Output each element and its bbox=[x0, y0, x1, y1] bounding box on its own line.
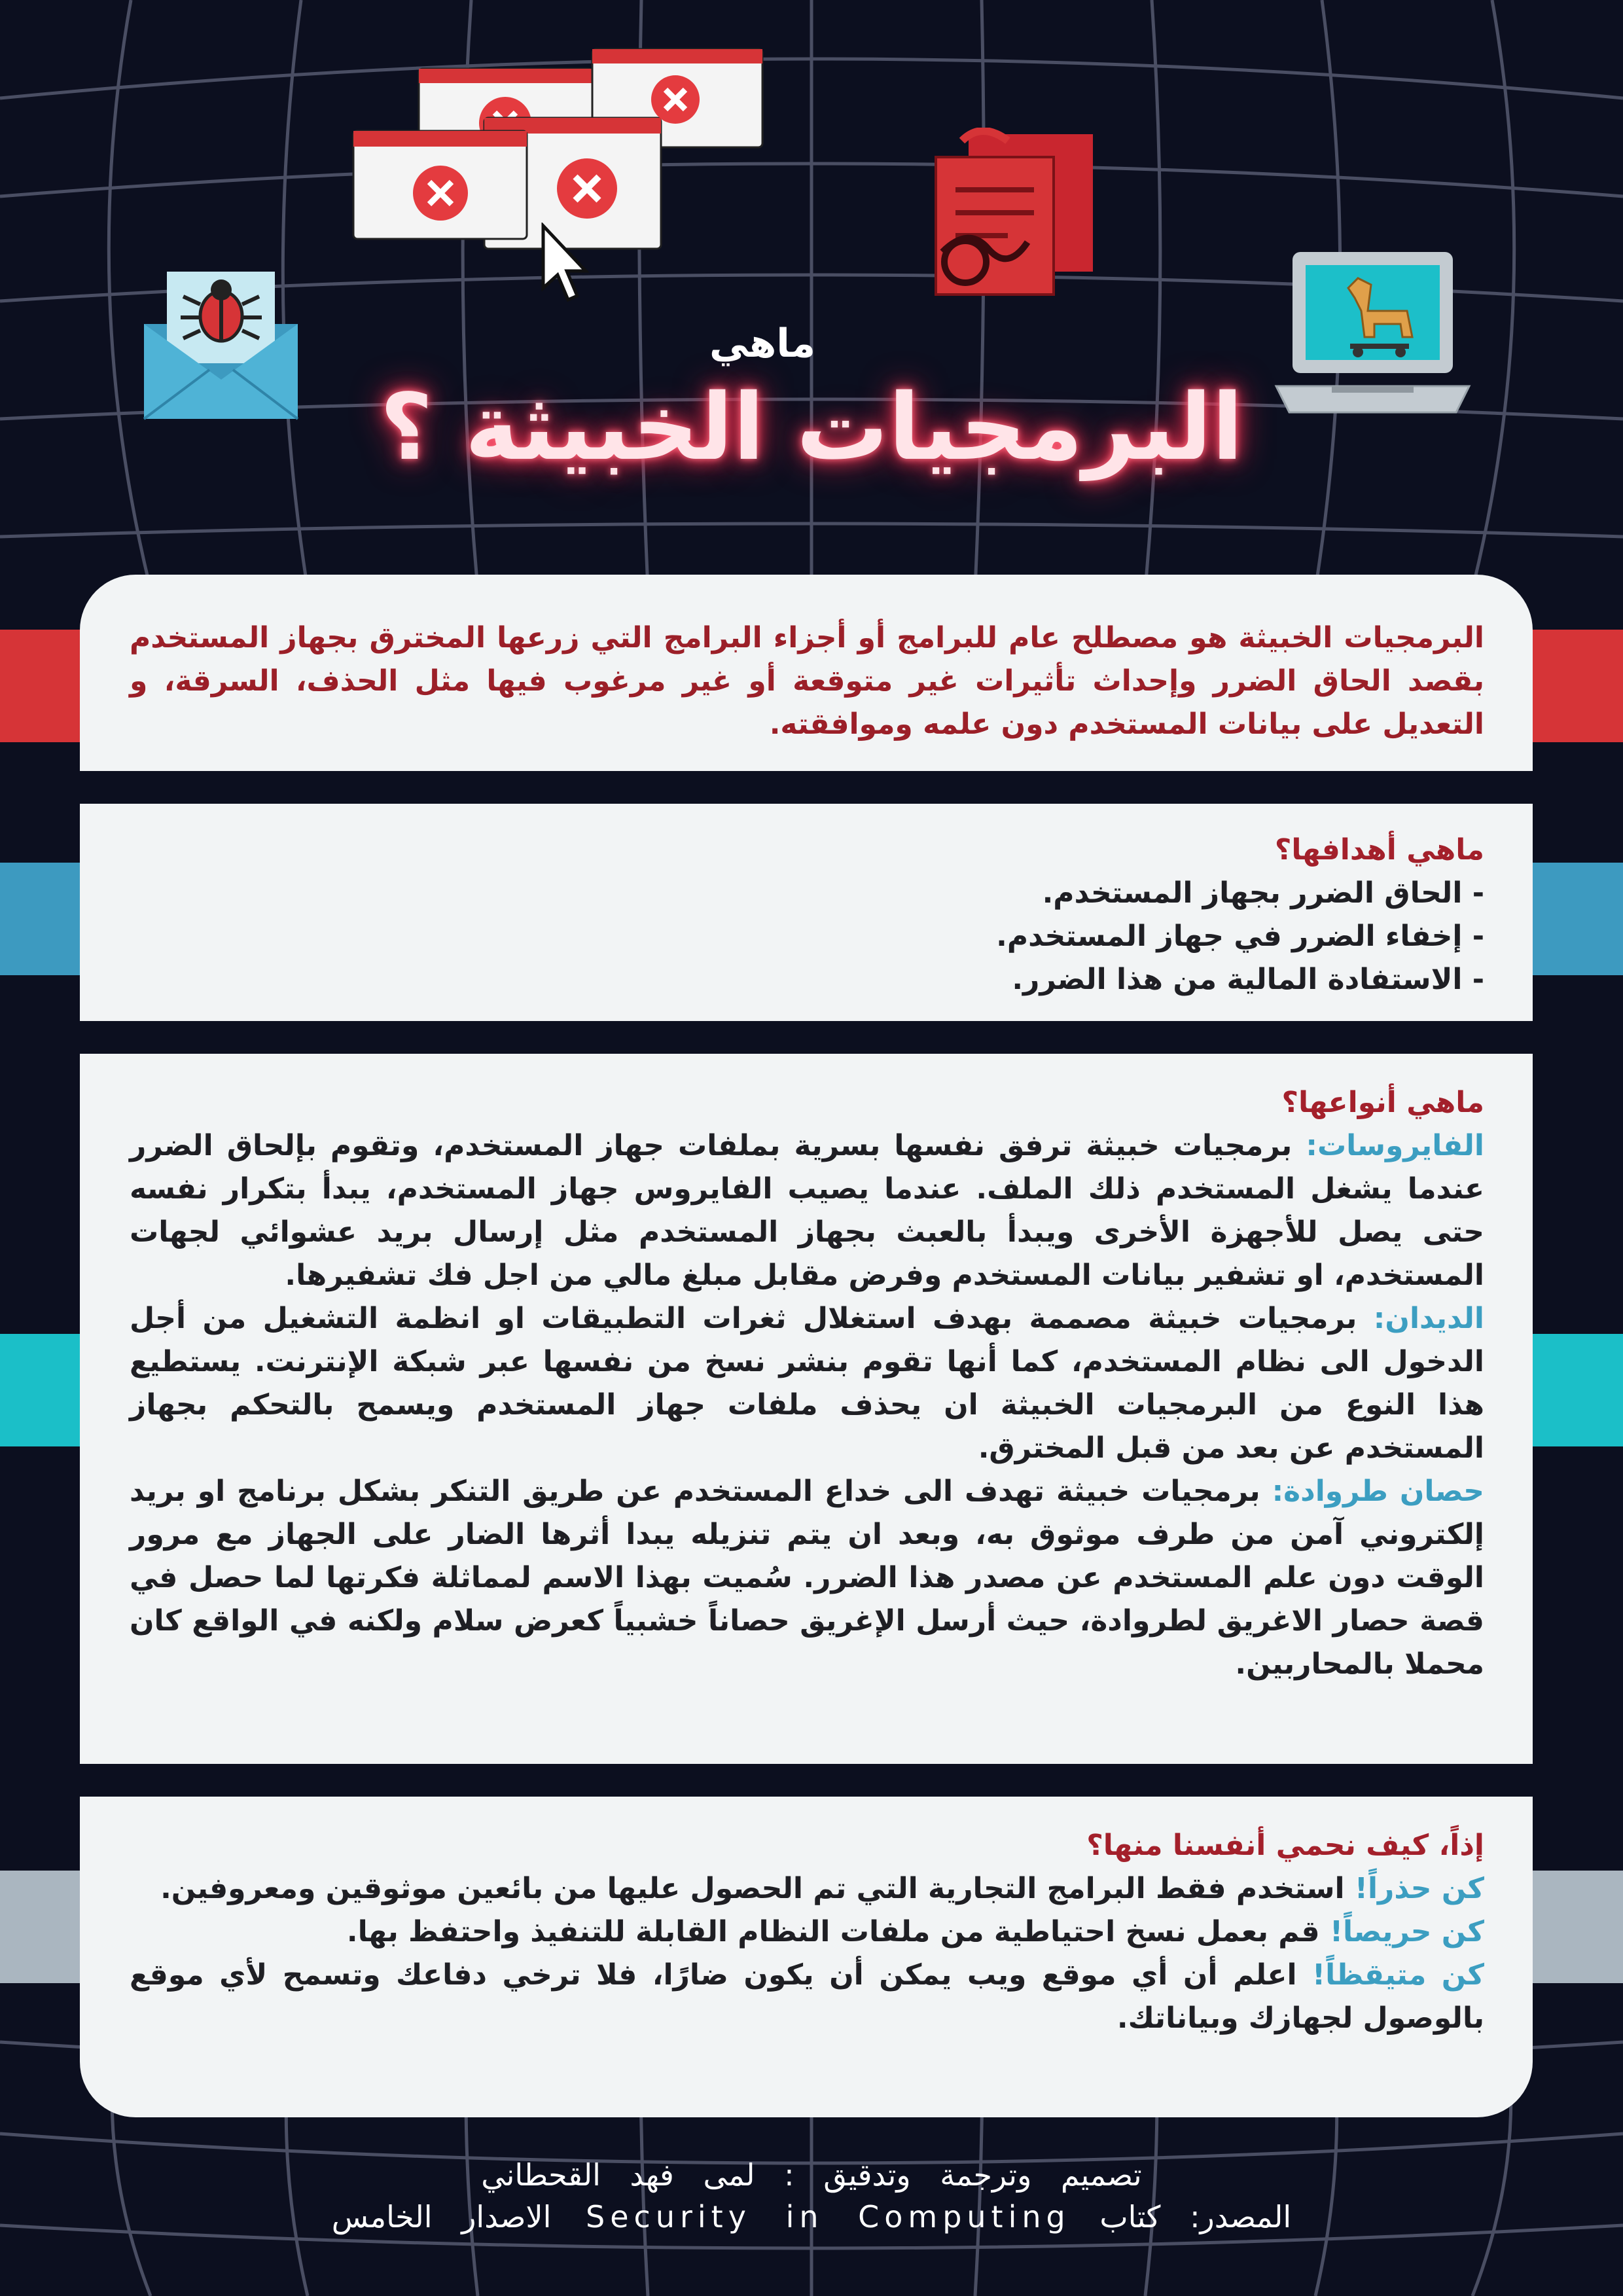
protect-heading: إذاً، كيف نحمي أنفسنا منها؟ bbox=[1086, 1829, 1484, 1862]
goal-item: - إخفاء الضرر في جهاز المستخدم. bbox=[996, 920, 1484, 953]
trojan-paragraph bbox=[130, 1470, 1484, 1686]
trojan-term: حصان طروادة: bbox=[1272, 1475, 1484, 1508]
malware-document-icon bbox=[923, 128, 1099, 301]
page-title: البرمجيات الخبيثة ؟ bbox=[380, 374, 1243, 481]
worms-term: الديدان: bbox=[1373, 1302, 1484, 1335]
goals-card bbox=[80, 804, 1533, 1021]
footer-credit: تصميم وترجمة وتدقيق : لمى فهد القحطاني bbox=[481, 2157, 1142, 2193]
goals-heading: ماهي أهدافها؟ bbox=[1274, 833, 1484, 867]
trojan-horse-laptop-icon bbox=[1273, 249, 1472, 416]
virus-term: الفايروسات: bbox=[1306, 1129, 1484, 1162]
goal-item: - الاستفادة المالية من هذا الضرر. bbox=[1012, 963, 1484, 996]
protect-term: كن حذراً! bbox=[1354, 1872, 1484, 1905]
protect-text: قم بعمل نسخ احتياطية من ملفات النظام القابلة للتنفيذ واحتفظ بها. bbox=[346, 1915, 1330, 1948]
mouse-cursor-icon bbox=[537, 223, 589, 308]
virus-text: برمجيات خبيثة ترفق نفسها بسرية بملفات جهاز المستخدم، وتقوم بإلحاق الضرر عندما يشغل المستخدم ذلك الملف. عندما يصيب الفايروس جهاز المستخدم، يبدأ بتكرار نفسه حتى يصل للأجهزة الأخرى ويبدأ بالعبث بجهاز المستخدم مثل إرسال بريد عشوائي لجهات المستخدم، او تشفير بيانات المستخدم وفرض مقابل مبلغ مالي من اجل فك تشفيرها. bbox=[130, 1129, 1484, 1292]
protect-item bbox=[130, 1910, 1484, 1954]
intro-text: البرمجيات الخبيثة هو مصطلح عام للبرامج أو أجزاء البرامج التي زرعها المخترق بجهاز المستخدم بقصد الحاق الضرر وإحداث تأثيرات غير متوقعة أو غير مرغوب فيها مثل الحذف، السرقة، و التعديل على بيانات المستخدم دون علمه وموافقته. bbox=[130, 621, 1484, 741]
worms-text: برمجيات خبيثة مصممة بهدف استغلال ثغرات التطبيقات او انظمة التشغيل من أجل الدخول الى نظام المستخدم، كما أنها تقوم بنشر نسخ من نفسها عبر شبكة الإنترنت. يستطيع هذا النوع من البرمجيات الخبيثة ان يحذف ملفات جهاز المستخدم ويسمح بالتحكم بجهاز المستخدم عن بعد من قبل المخترق. bbox=[130, 1302, 1484, 1465]
bug-envelope-icon bbox=[137, 265, 304, 422]
protect-term: كن حريصاً! bbox=[1329, 1915, 1484, 1948]
virus-paragraph bbox=[130, 1124, 1484, 1297]
protect-term: كن متيقظاً! bbox=[1312, 1958, 1484, 1992]
protect-item bbox=[130, 1867, 1484, 1910]
footer-source: المصدر: كتاب Security in Computing الاصدار الخامس bbox=[331, 2199, 1292, 2234]
trojan-text: برمجيات خبيثة تهدف الى خداع المستخدم عن طريق التنكر بشكل برنامج او بريد إلكتروني آمن من طرف موثوق به، وبعد ان يتم تنزيله يبدا أثرها الضار على الجهاز مع مرور الوقت دون علم المستخدم عن مصدر هذا الضرر. سُميت بهذا الاسم لمماثلة فكرتها لما حصل في قصة حصار الاغريق لطروادة، حيث أرسل الإغريق حصاناً خشبياً كعرض سلام ولكنه في الواقع كان محملا بالمحاربين. bbox=[130, 1475, 1484, 1681]
title-small: ماهي bbox=[709, 321, 815, 367]
types-heading: ماهي أنواعها؟ bbox=[1281, 1086, 1484, 1119]
intro-card bbox=[80, 575, 1533, 771]
goal-item: - الحاق الضرر بجهاز المستخدم. bbox=[1042, 876, 1484, 910]
types-card bbox=[80, 1054, 1533, 1764]
protect-text: اعلم أن أي موقع ويب يمكن أن يكون ضارًا، فلا ترخي دفاعك وتسمح لأي موقع بالوصول لجهازك وبياناتك. bbox=[130, 1958, 1484, 2035]
protect-text: استخدم فقط البرامج التجارية التي تم الحصول عليها من بائعين موثوقين ومعروفين. bbox=[160, 1872, 1355, 1905]
protect-card bbox=[80, 1797, 1533, 2117]
worms-paragraph bbox=[130, 1297, 1484, 1470]
protect-item bbox=[130, 1954, 1484, 2040]
